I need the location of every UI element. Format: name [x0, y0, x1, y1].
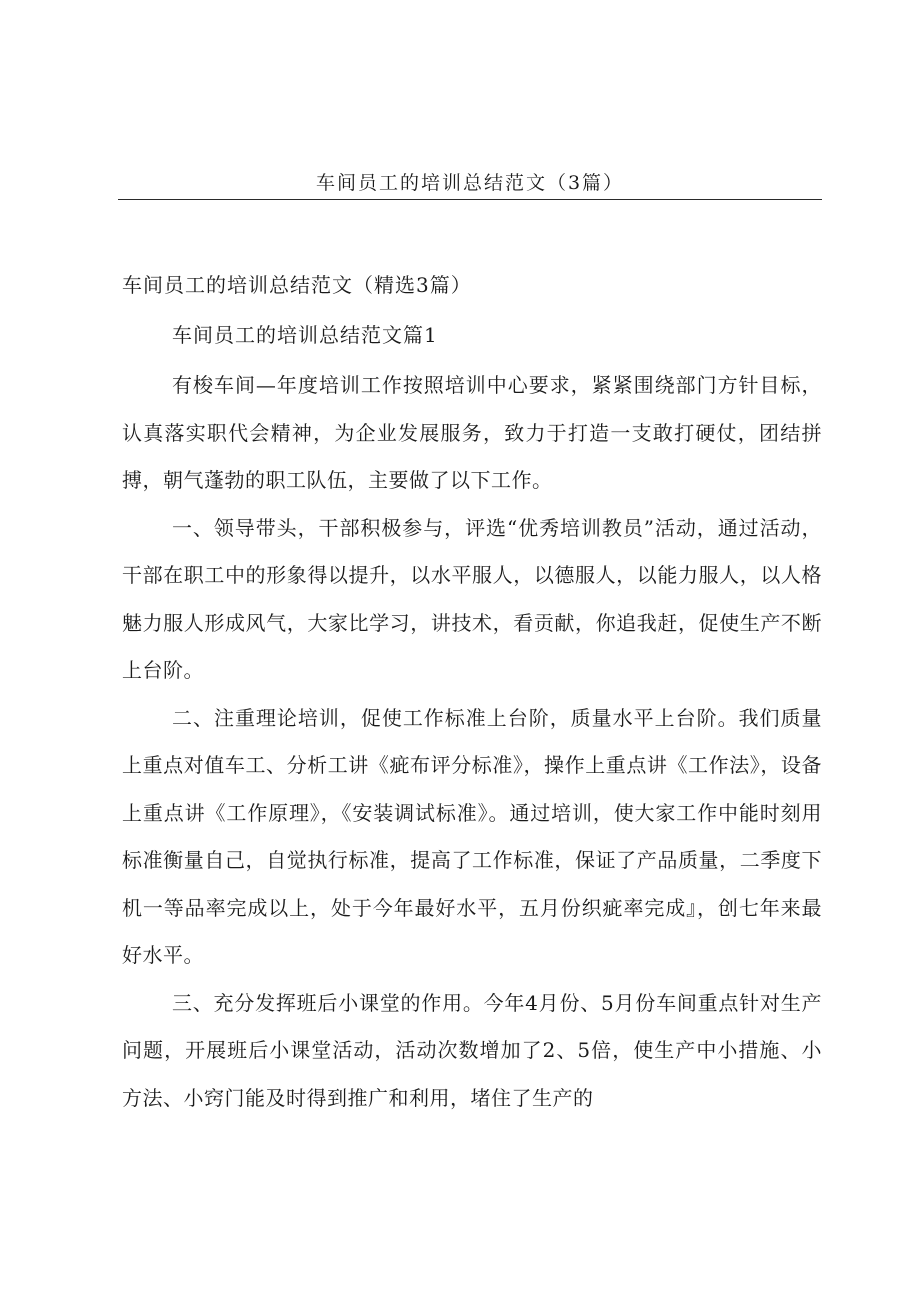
document-title: 车间员工的培训总结范文（精选3篇） — [122, 273, 472, 297]
paragraph-point-two: 二、注重理论培训，促使工作标准上台阶，质量水平上台阶。我们质量上重点对值车工、分析工讲《疵布评分标准》，操作上重点讲《工作法》，设备上重点讲《工作原理》，《安装调试标准》。通过培训，使大家工作中能时刻用标准衡量自己，自觉执行标准，提高了工作标准，保证了产品质量，二季度下机一等品率完成以上，处于今年最好水平，五月份织疵率完成』，创七年来最好水平。 — [122, 705, 822, 967]
section-title: 车间员工的培训总结范文篇1 — [172, 323, 438, 347]
paragraph-intro: 有梭车间—年度培训工作按照培训中心要求，紧紧围绕部门方针目标，认真落实职代会精神，为企业发展服务，致力于打造一支敢打硬仗，团结拼搏，朝气蓬勃的职工队伍，主要做了以下工作。 — [122, 373, 822, 492]
paragraph-point-one: 一、领导带头，干部积极参与，评选“优秀培训教员”活动，通过活动，干部在职工中的形象得以提升，以水平服人，以德服人，以能力服人，以人格魅力服人形成风气，大家比学习，讲技术，看贡献，你追我赶，促使生产不断上台阶。 — [122, 515, 822, 682]
header-divider — [118, 199, 822, 200]
page-header-title: 车间员工的培训总结范文（3篇） — [315, 172, 625, 194]
document-body — [122, 362, 822, 1122]
paragraph-point-three: 三、充分发挥班后小课堂的作用。今年4月份、5月份车间重点针对生产问题，开展班后小课堂活动，活动次数增加了2、5倍，使生产中小措施、小方法、小窍门能及时得到推广和利用，堵住了生产的 — [122, 990, 822, 1110]
